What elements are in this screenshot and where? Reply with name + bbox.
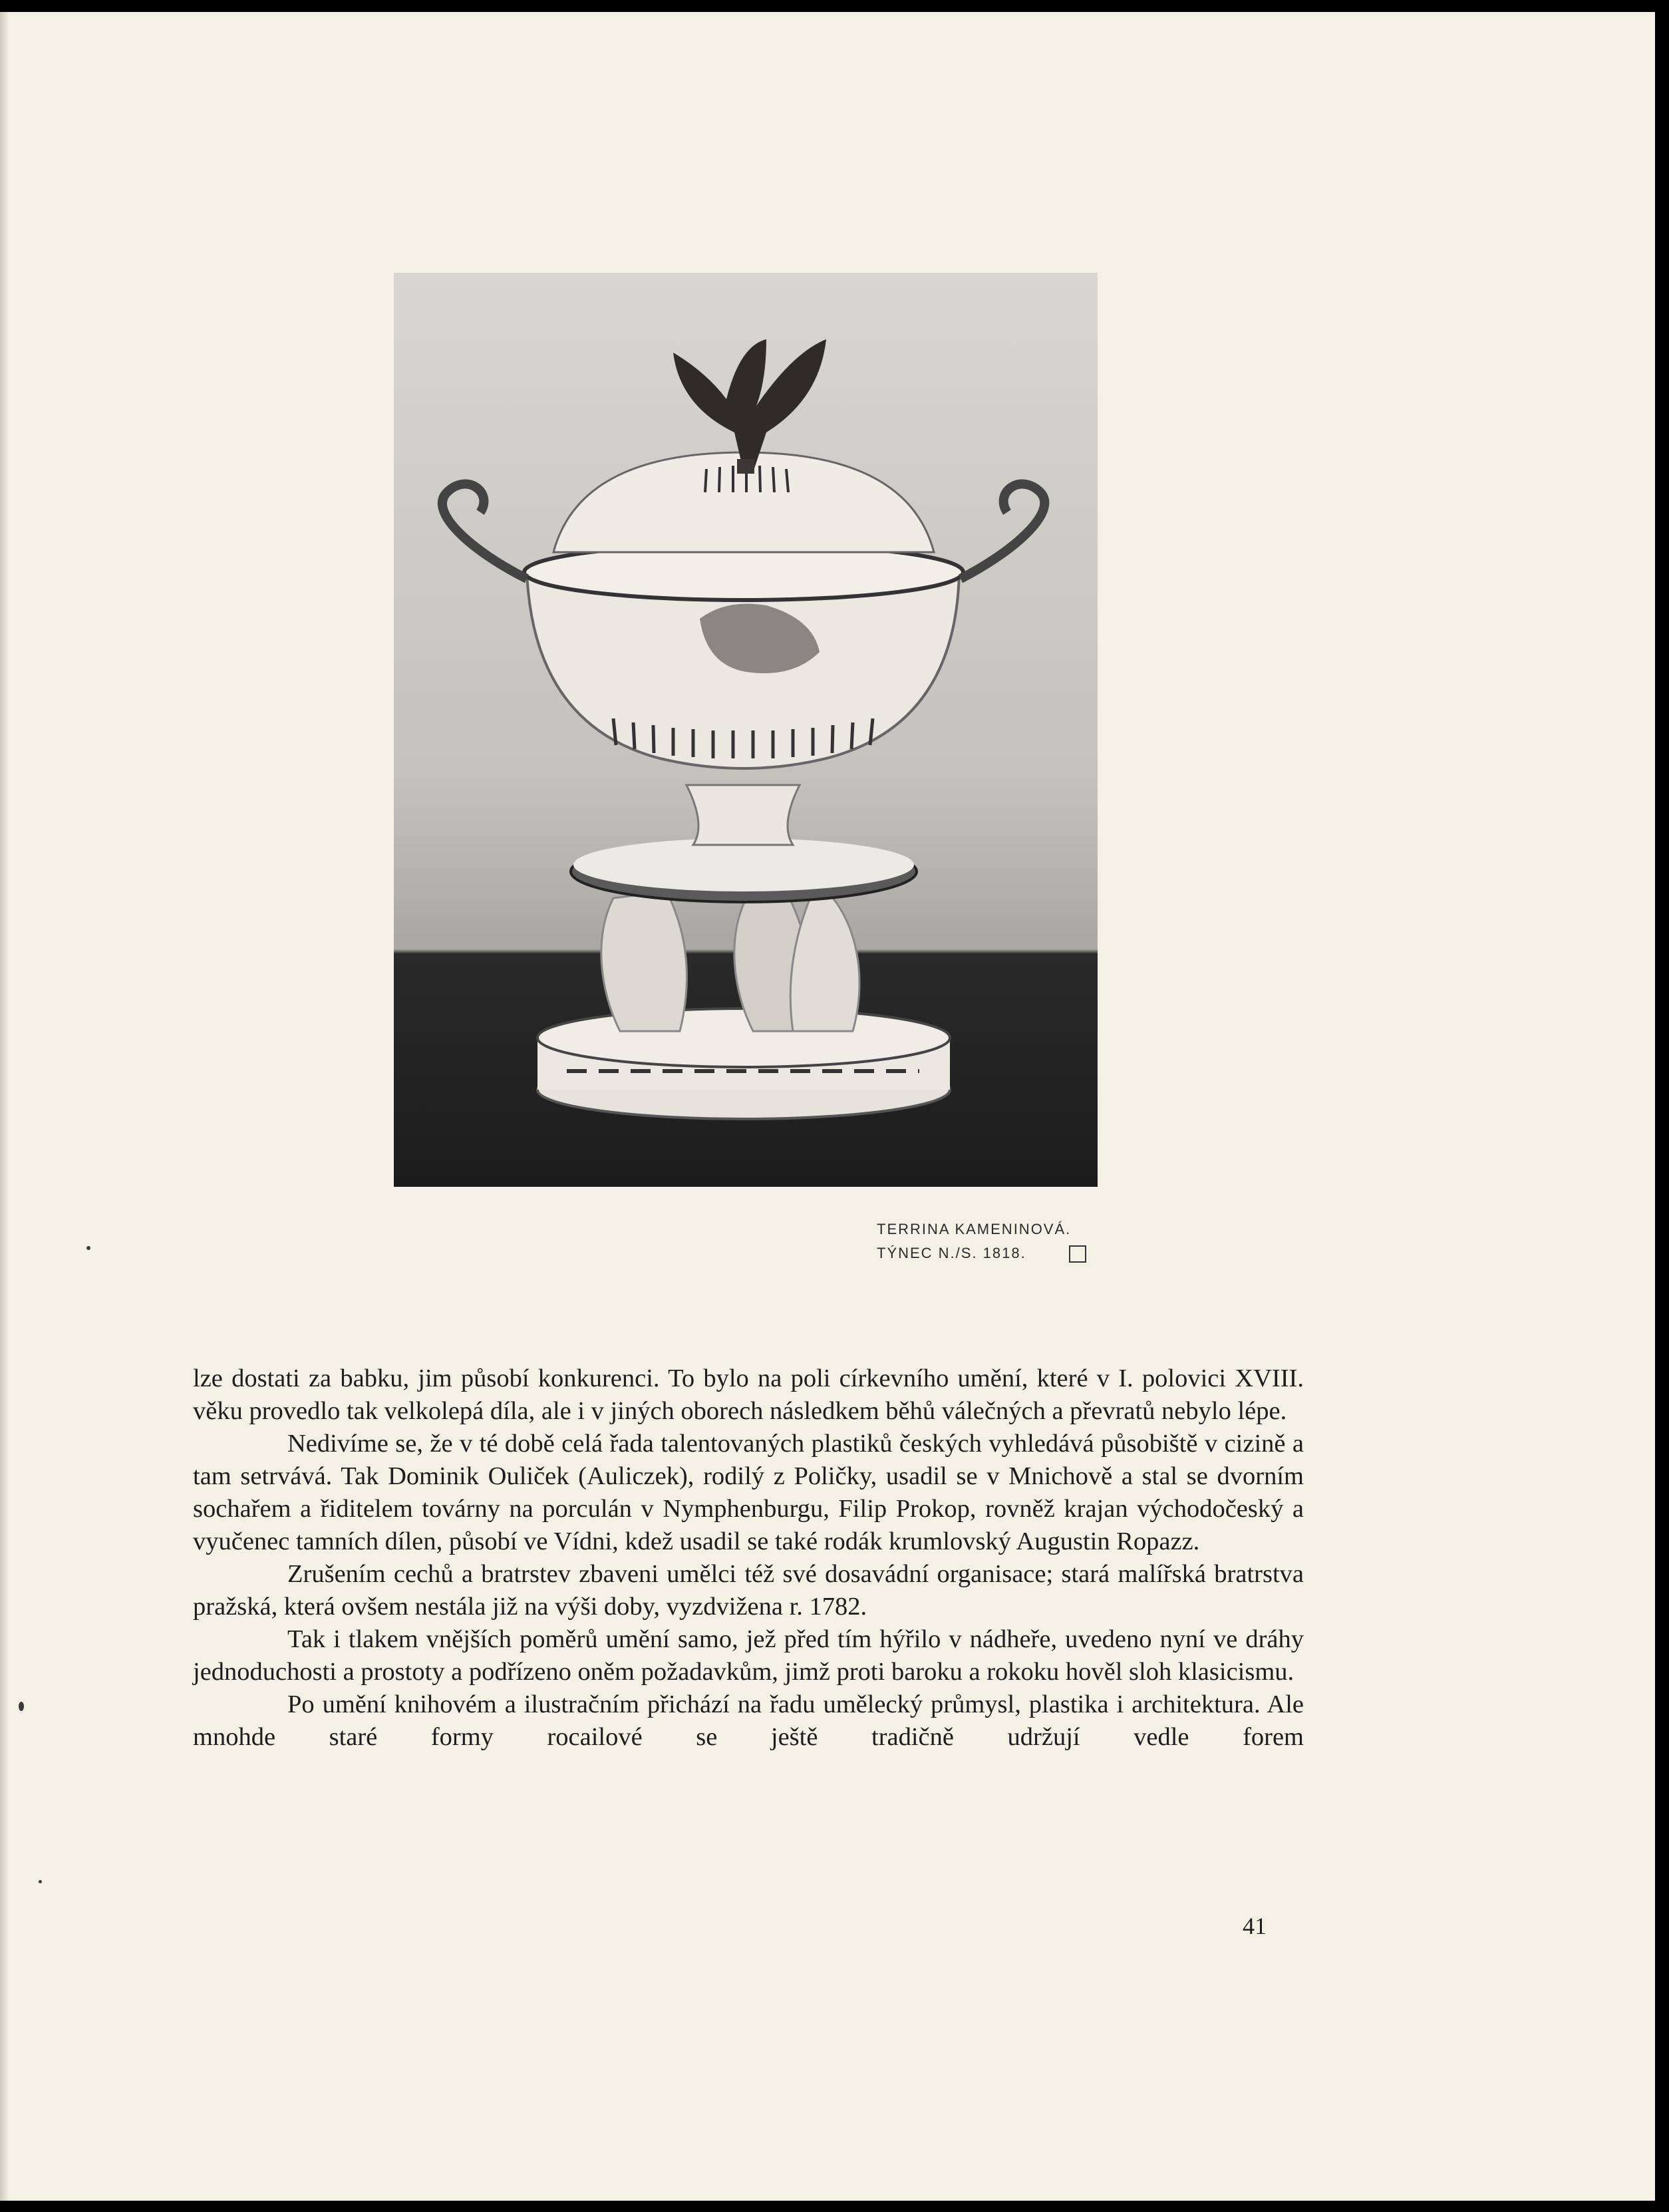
square-ornament-icon: [1069, 1245, 1086, 1263]
paragraph: Tak i tlakem vnějších poměrů umění samo, jež před tím hýřilo v nádheře, uvedeno nyní ve dráhy jednoduchosti a prostoty a podřízeno oněm požadavkům, jimž proti baroku a rokoku hověl sloh klasicismu.: [193, 1625, 1304, 1686]
caption-line-1: TERRINA KAMENINOVÁ.: [877, 1221, 1072, 1237]
body-text: [193, 1362, 1304, 1754]
paragraph: lze dostati za babku, jim působí konkurenci. To bylo na poli církevního umění, které v I. polovici XVIII. věku provedlo tak velkolepá díla, ale i v jiných oborech následkem běhů válečných a převratů nebylo lépe.: [193, 1364, 1304, 1425]
print-speck: [39, 1880, 42, 1883]
figure-caption: [877, 1217, 1086, 1265]
terrine-illustration: [394, 273, 1098, 1187]
print-speck: [86, 1246, 90, 1250]
paragraph: Po umění knihovém a ilustračním přichází na řadu umělecký průmysl, plastika i architektura. Ale mnohde staré formy rocailové se ještě tradičně udržují vedle forem: [193, 1690, 1304, 1751]
paragraph: Zrušením cechů a bratrstev zbaveni umělci též své dosavádní organisace; stará malířská bratrstva pražská, která ovšem nestála již na výši doby, vyzdvižena r. 1782.: [193, 1560, 1304, 1621]
terrine-photograph: [394, 273, 1098, 1187]
page-spine-shadow: [0, 12, 9, 2201]
paragraph: Nedivíme se, že v té době celá řada talentovaných plastiků českých vyhledává působiště v cizině a tam setrvává. Tak Dominik Ouliček (Auliczek), rodilý z Poličky, usadil se v Mnichově a stal se dvorním sochařem a řiditelem továrny na porculán v Nymphenburgu, Filip Prokop, rovněž krajan východočeský a vyučenec tamních dílen, působí ve Vídni, kdež usadil se také rodák krumlovský Augustin Ropazz.: [193, 1430, 1304, 1555]
print-speck: [19, 1702, 24, 1711]
caption-line-2: TÝNEC N./S. 1818.: [877, 1245, 1026, 1261]
book-page: [0, 12, 1655, 2201]
page-number: 41: [1243, 1913, 1267, 1939]
